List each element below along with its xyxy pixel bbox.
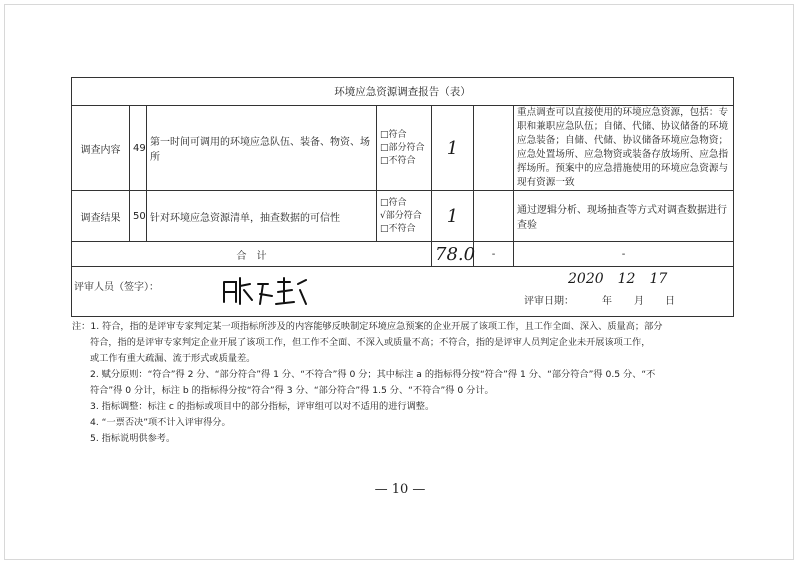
row-item: 第一时间可调用的环境应急队伍、装备、物资、场所 — [147, 106, 377, 191]
table-row — [72, 106, 734, 191]
note-line: 注：1. 符合，指的是评审专家判定某一项指标所涉及的内容能够反映制定环境应急预案的企业开展了该项工作，且工作全面、深入、质量高；部分 — [72, 321, 663, 332]
date-label: 评审日期： — [524, 295, 574, 307]
row-description: 通过逻辑分析、现场抽查等方式对调查数据进行查验 — [514, 191, 734, 242]
note-line: 或工作有重大疏漏、流于形式或质量差。 — [90, 353, 256, 364]
note-line: 2. 赋分原则：“符合”得 2 分、“部分符合”得 1 分、“不符合”得 0 分；其中标注 a 的指标得分按“符合”得 1 分、“部分符合”得 0.5 分、“不 — [90, 369, 656, 380]
total-dash: - — [514, 242, 734, 267]
signature-row — [72, 267, 734, 317]
row-item: 针对环境应急资源清单，抽查数据的可信性 — [147, 191, 377, 242]
total-row — [72, 242, 734, 267]
total-dash: - — [474, 242, 514, 267]
row-description: 重点调查可以直接使用的环境应急资源，包括：专职和兼职应急队伍；自储、代储、协议储备的环境应急装备；自储、代储、协议储备环境应急物资；应急处置场所、应急物资或装备存放场所、应急指挥场所。预案中的应急措施使用的环境应急资源与现有资源一致 — [514, 106, 734, 191]
option-partial[interactable]: √部分符合 — [380, 210, 422, 221]
option-conform[interactable]: □符合 — [380, 129, 407, 140]
row-score: 1 — [432, 191, 474, 242]
table-title: 环境应急资源调查报告（表） — [72, 78, 734, 106]
assessment-table — [71, 77, 734, 317]
reviewer-signature — [220, 274, 310, 308]
table-row — [72, 191, 734, 242]
total-label: 合 计 — [72, 242, 432, 267]
row-options — [377, 191, 432, 242]
option-nonconform[interactable]: □不符合 — [380, 155, 416, 166]
row-category: 调查内容 — [72, 106, 130, 191]
total-score: 78.0 — [432, 242, 474, 267]
row-empty-cell — [474, 106, 514, 191]
row-options — [377, 106, 432, 191]
note-line: 4. “一票否决”项不计入评审得分。 — [90, 417, 231, 428]
row-number: 49 — [130, 106, 147, 191]
note-line: 符合，指的是评审专家判定企业开展了该项工作，但工作不全面、不深入或质量不高；不符合，指的是评审人员判定企业未开展该项工作， — [90, 337, 651, 348]
date-day-unit: 日 — [665, 295, 675, 307]
note-line: 符合”得 0 分计，标注 b 的指标得分按“符合”得 3 分、“部分符合”得 1.5 分、“不符合”得 0 分计。 — [90, 385, 494, 396]
reviewer-label: 评审人员（签字）： — [74, 281, 159, 293]
notes-section — [72, 319, 736, 447]
page-number: — 10 — — [374, 482, 426, 497]
option-nonconform[interactable]: □不符合 — [380, 223, 416, 234]
date-handwritten: 2020 12 17 — [568, 270, 668, 287]
row-number: 50 — [130, 191, 147, 242]
option-conform[interactable]: □符合 — [380, 197, 407, 208]
row-category: 调查结果 — [72, 191, 130, 242]
row-score: 1 — [432, 106, 474, 191]
note-line: 3. 指标调整：标注 c 的指标或项目中的部分指标，评审组可以对不适用的进行调整。 — [90, 401, 435, 412]
date-year-unit: 年 — [602, 295, 612, 307]
date-month-unit: 月 — [634, 295, 644, 307]
row-empty-cell — [474, 191, 514, 242]
option-partial[interactable]: □部分符合 — [380, 142, 425, 153]
note-line: 5. 指标说明供参考。 — [90, 433, 176, 444]
